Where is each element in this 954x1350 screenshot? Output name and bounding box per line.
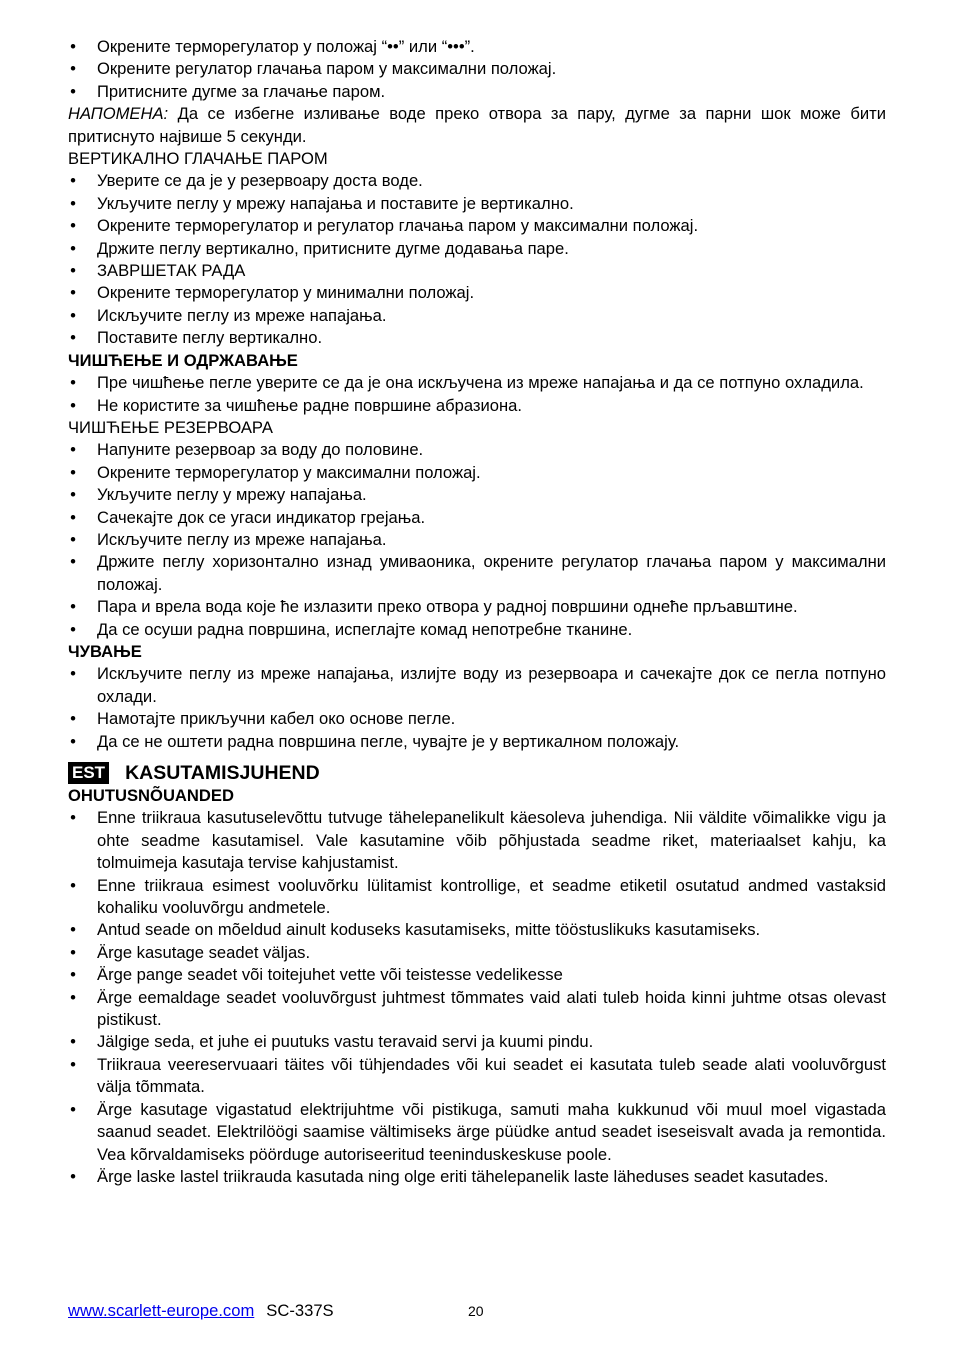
list-item	[68, 708, 886, 730]
list-item	[68, 807, 886, 874]
bullet-icon: •	[70, 731, 76, 751]
list-item	[68, 1031, 886, 1053]
bullet-icon: •	[70, 1099, 76, 1119]
est-section-title	[68, 761, 886, 785]
est-list	[68, 807, 886, 1188]
note-label: НАПОМЕНА:	[68, 104, 169, 124]
list-item-text: Enne triikraua esimest vooluvõrku lülitamist kontrollige, et seadme etiketil osutatud andmed vastaksid kohaliku vooluvõrgu andmetele.	[97, 875, 886, 918]
website-link[interactable]: www.scarlett-europe.com	[68, 1301, 255, 1320]
document-body	[68, 36, 886, 1188]
bullet-icon: •	[70, 507, 76, 527]
sr-list-2	[68, 170, 886, 349]
list-item	[68, 215, 886, 237]
list-item-text: Ärge laske lastel triikrauda kasutada ning olge eriti tähelepanelik laste läheduses seadet kasutades.	[97, 1166, 829, 1186]
bullet-icon: •	[70, 328, 76, 348]
bullet-icon: •	[70, 942, 76, 962]
list-item	[68, 238, 886, 260]
list-item-text: Ärge kasutage seadet väljas.	[97, 942, 311, 962]
list-item	[68, 919, 886, 941]
list-item	[68, 193, 886, 215]
bullet-icon: •	[70, 987, 76, 1007]
cleaning-heading: ЧИШЋЕЊЕ И ОДРЖАВАЊЕ	[68, 350, 298, 370]
list-item-text: Окрените терморегулатор у положај “••” или “•••”.	[97, 37, 475, 56]
list-item	[68, 987, 886, 1032]
list-item	[68, 551, 886, 596]
bullet-icon: •	[70, 529, 76, 549]
list-item-text: Окрените терморегулатор у максимални положај.	[97, 462, 481, 482]
est-title-text: KASUTAMISJUHEND	[125, 762, 320, 784]
note-paragraph	[68, 103, 886, 148]
est-safety-heading: OHUTUSNÕUANDED	[68, 786, 234, 805]
bullet-icon: •	[70, 261, 76, 281]
est-language-badge: EST	[68, 762, 109, 784]
list-item	[68, 395, 886, 417]
bullet-icon: •	[70, 552, 76, 572]
list-item	[68, 282, 886, 304]
list-item	[68, 484, 886, 506]
list-item-text: Уверите се да је у резервоару доста воде.	[97, 171, 423, 191]
list-item-text: Triikraua veereservuaari täites või tühjendades või kui seadet ei kasutata tuleb seade alati vooluvõrgust välja tõmmata.	[97, 1054, 886, 1097]
sr-list-3	[68, 372, 886, 417]
list-item	[68, 619, 886, 641]
bullet-icon: •	[70, 238, 76, 258]
list-item-text: Укључите пеглу у мрежу напајања и поставите је вертикално.	[97, 193, 574, 213]
page-number: 20	[468, 1303, 484, 1319]
bullet-icon: •	[70, 462, 76, 482]
bullet-icon: •	[70, 283, 76, 303]
list-item	[68, 942, 886, 964]
list-item	[68, 596, 886, 618]
list-item-text: Jälgige seda, et juhe ei puutuks vastu teravaid servi ja kuumi pindu.	[97, 1032, 594, 1052]
list-item-text: Искључите пеглу из мреже напајања.	[97, 529, 387, 549]
bullet-icon: •	[70, 216, 76, 236]
list-item	[68, 462, 886, 484]
list-item	[68, 327, 886, 349]
sr-list-5	[68, 663, 886, 753]
bullet-icon: •	[70, 305, 76, 325]
bullet-icon: •	[70, 1166, 76, 1186]
list-item-text: Пара и врела вода које ће излазити преко отвора у радној површини однеће прљавштине.	[97, 597, 798, 617]
list-item	[68, 1166, 886, 1188]
list-item-text: Напуните резервоар за воду до половине.	[97, 440, 424, 460]
list-item-text: Држите пеглу вертикално, притисните дугме додавања паре.	[97, 238, 569, 258]
list-item-text: Намотајте прикључни кабел око основе пегле.	[97, 709, 456, 729]
tank-cleaning-heading: ЧИШЋЕЊЕ РЕЗЕРВОАРА	[68, 417, 273, 437]
list-item	[68, 36, 886, 58]
bullet-icon: •	[70, 37, 76, 56]
bullet-icon: •	[70, 1032, 76, 1052]
list-item-text: Ärge eemaldage seadet vooluvõrgust juhtmest tõmmates vaid alati tuleb hoida kinni juhtme otsas olevast pistikust.	[97, 987, 886, 1030]
list-item-text: Искључите пеглу из мреже напајања.	[97, 305, 387, 325]
list-item-text: Окрените терморегулатор у минимални положај.	[97, 283, 475, 303]
bullet-icon: •	[70, 619, 76, 639]
bullet-icon: •	[70, 373, 76, 393]
list-item	[68, 875, 886, 920]
list-item	[68, 305, 886, 327]
list-item	[68, 663, 886, 708]
list-item	[68, 731, 886, 753]
page-footer	[68, 1300, 886, 1324]
bullet-icon: •	[70, 171, 76, 191]
list-item	[68, 372, 886, 394]
bullet-icon: •	[70, 920, 76, 940]
list-item	[68, 81, 886, 103]
vertical-steam-heading: ВЕРТИКАЛНО ГЛАЧАЊЕ ПАРОМ	[68, 149, 328, 169]
list-item-text: Укључите пеглу у мрежу напајања.	[97, 485, 367, 505]
bullet-icon: •	[70, 395, 76, 415]
model-number: SC-337S	[266, 1301, 334, 1320]
list-item-text: Antud seade on mõeldud ainult koduseks kasutamiseks, mitte tööstuslikuks kasutamiseks.	[97, 920, 761, 940]
bullet-icon: •	[70, 59, 76, 79]
list-item-text: Ärge pange seadet või toitejuhet vette või teistesse vedelikesse	[97, 965, 563, 985]
list-item-text: Држите пеглу хоризонтално изнад умиваоника, окрените регулатор глачања паром у максимални положај.	[97, 552, 886, 594]
list-item-text: Искључите пеглу из мреже напајања, излијте воду из резервоара и сачекајте док се пегла потпуно охлади.	[97, 664, 886, 706]
list-item	[68, 260, 886, 282]
list-item-text: ЗАВРШЕТАК РАДА	[97, 261, 246, 281]
bullet-icon: •	[70, 965, 76, 985]
sr-list-1	[68, 36, 886, 103]
list-item-text: Притисните дугме за глачање паром.	[97, 81, 386, 101]
list-item-text: Да се осуши радна површина, испеглајте комад непотребне тканине.	[97, 619, 633, 639]
list-item-text: Окрените терморегулатор и регулатор глачања паром у максимални положај.	[97, 216, 699, 236]
list-item-text: Поставите пеглу вертикално.	[97, 328, 323, 348]
list-item	[68, 58, 886, 80]
list-item-text: Окрените регулатор глачања паром у максимални положај.	[97, 59, 557, 79]
bullet-icon: •	[70, 485, 76, 505]
list-item	[68, 964, 886, 986]
list-item-text: Enne triikraua kasutuselevõttu tutvuge tähelepanelikult käesoleva juhendiga. Nii väldite võimalikke vigu ja ohte seadme kasutamisel. Vale kasutamine võib põhjustada seadme riket, materiaalset kahju, ka tolmuimeja kasutaja tervise kahjustamist.	[97, 808, 886, 873]
storage-heading: ЧУВАЊЕ	[68, 641, 142, 661]
bullet-icon: •	[70, 664, 76, 684]
list-item-text: Ärge kasutage vigastatud elektrijuhtme või pistikuga, samuti maha kukkunud või muul moel vigastada saanud seadet. Elektrilöögi saamise vältimiseks ärge püüdke antud seadet iseseisvalt avada ja remontida. Vea kõrvaldamiseks pöörduge autoriseeritud teeninduskeskuse poole.	[97, 1099, 886, 1164]
bullet-icon: •	[70, 875, 76, 895]
list-item-text: Да се не оштети радна површина пегле, чувајте је у вертикалном положају.	[97, 731, 680, 751]
list-item	[68, 1099, 886, 1166]
bullet-icon: •	[70, 808, 76, 828]
bullet-icon: •	[70, 440, 76, 460]
bullet-icon: •	[70, 597, 76, 617]
list-item-text: Не користите за чишћење радне површине абразиона.	[97, 395, 522, 415]
bullet-icon: •	[70, 709, 76, 729]
note-text: Да се избегне изливање воде преко отвора за пару, дугме за парни шок може бити притиснуто највише 5 секунди.	[68, 104, 886, 146]
list-item	[68, 529, 886, 551]
list-item	[68, 170, 886, 192]
list-item	[68, 507, 886, 529]
bullet-icon: •	[70, 1054, 76, 1074]
bullet-icon: •	[70, 81, 76, 101]
bullet-icon: •	[70, 193, 76, 213]
list-item-text: Пре чишћење пегле уверите се да је она искључена из мреже напајања и да се потпуно охладила.	[97, 373, 864, 393]
sr-list-4	[68, 439, 886, 641]
list-item	[68, 439, 886, 461]
list-item-text: Сачекајте док се угаси индикатор грејања.	[97, 507, 426, 527]
list-item	[68, 1054, 886, 1099]
